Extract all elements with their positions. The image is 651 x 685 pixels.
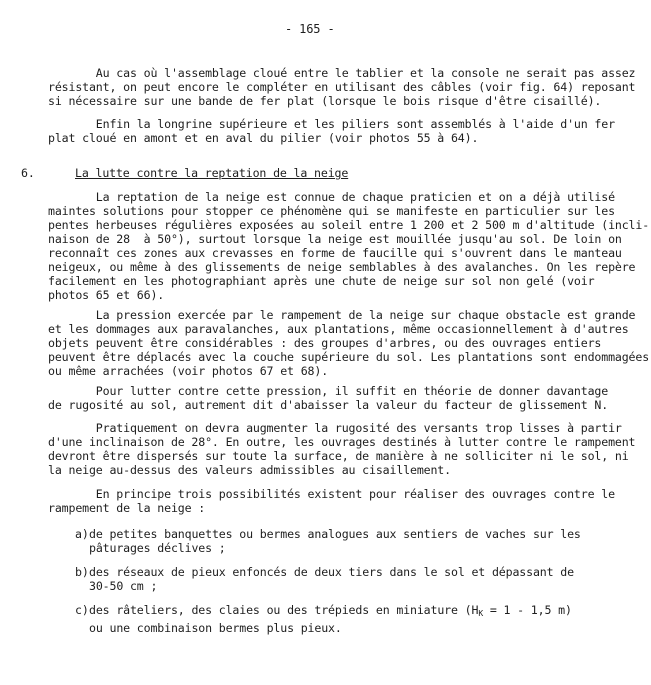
paragraph-snow-creep-intro: La reptation de la neige est connue de chaque praticien et on a déjà utilisé maintes solutions pour stopper ce phénomène qui se manifeste en particulier sur les pentes herbeuses régulières exposées au soleil entre 1 200 et 2 500 m d'altitude (incli- naison de 28 à 50°), surtout lorsque la neige est mouillée jusqu'au sol. De loin on reconnaît ces zones aux crevasses en forme de faucille qui s'ouvrent dans le manteau neigeux, ou même à des glissements de neige semblables à des avalanches. On les repère facilement en les photographiant après une chute de neige sur sol non gelé (voir photos 65 et 66). [48, 190, 650, 302]
list-item-text-end: = 1 - 1,5 m) ou une combinaison bermes plus pieux. [89, 603, 572, 635]
paragraph-practical-measures: Pratiquement on devra augmenter la rugosité des versants trop lisses à partir d'une inclinaison de 28°. En outre, les ouvrages destinés à lutter contre le rampement devront être dispersés sur toute la surface, de manière à ne solliciter ni le sol, ni la neige au-dessus des valeurs admissibles au cisaillement. [48, 421, 636, 477]
list-item-text-start: des râteliers, des claies ou des trépieds en miniature (H [89, 603, 479, 617]
list-item-label: a) [75, 527, 89, 541]
subscript-k: K [478, 609, 483, 618]
list-item-label: b) [75, 565, 89, 579]
list-item-text: de petites banquettes ou bermes analogues aux sentiers de vaches sur les pâturages déclives ; [89, 527, 581, 555]
page-number: - 165 - [285, 22, 335, 36]
paragraph-three-possibilities: En principe trois possibilités existent pour réaliser des ouvrages contre le rampement de la neige : [48, 487, 615, 515]
list-item-label: c) [75, 603, 89, 617]
section-title: La lutte contre la reptation de la neige [75, 166, 349, 180]
paragraph-longrine-assembly: Enfin la longrine supérieure et les piliers sont assemblés à l'aide d'un fer plat cloué en amont et en aval du pilier (voir photos 55 à 64). [48, 117, 615, 145]
paragraph-cable-reinforcement: Au cas où l'assemblage cloué entre le tablier et la console ne serait pas assez résistant, on peut encore le compléter en utilisant des câbles (voir fig. 64) reposant si nécessaire sur une bande de fer plat (lorsque le bois risque d'être cisaillé). [48, 66, 636, 108]
list-item-text [89, 603, 572, 635]
paragraph-roughness-theory: Pour lutter contre cette pression, il suffit en théorie de donner davantage de rugosité au sol, autrement dit d'abaisser la valeur du facteur de glissement N. [48, 384, 609, 412]
section-number: 6. [21, 166, 35, 180]
list-item-text: des réseaux de pieux enfoncés de deux tiers dans le sol et dépassant de 30-50 cm ; [89, 565, 574, 593]
paragraph-creep-pressure: La pression exercée par le rampement de la neige sur chaque obstacle est grande et les dommages aux paravalanches, aux plantations, même occasionnellement à d'autres objets peuvent être considérables : des groupes d'arbres, ou des ouvrages entiers peuvent être déplacés avec la couche supérieure du sol. Les plantations sont endommagées ou même arrachées (voir photos 67 et 68). [48, 308, 650, 378]
